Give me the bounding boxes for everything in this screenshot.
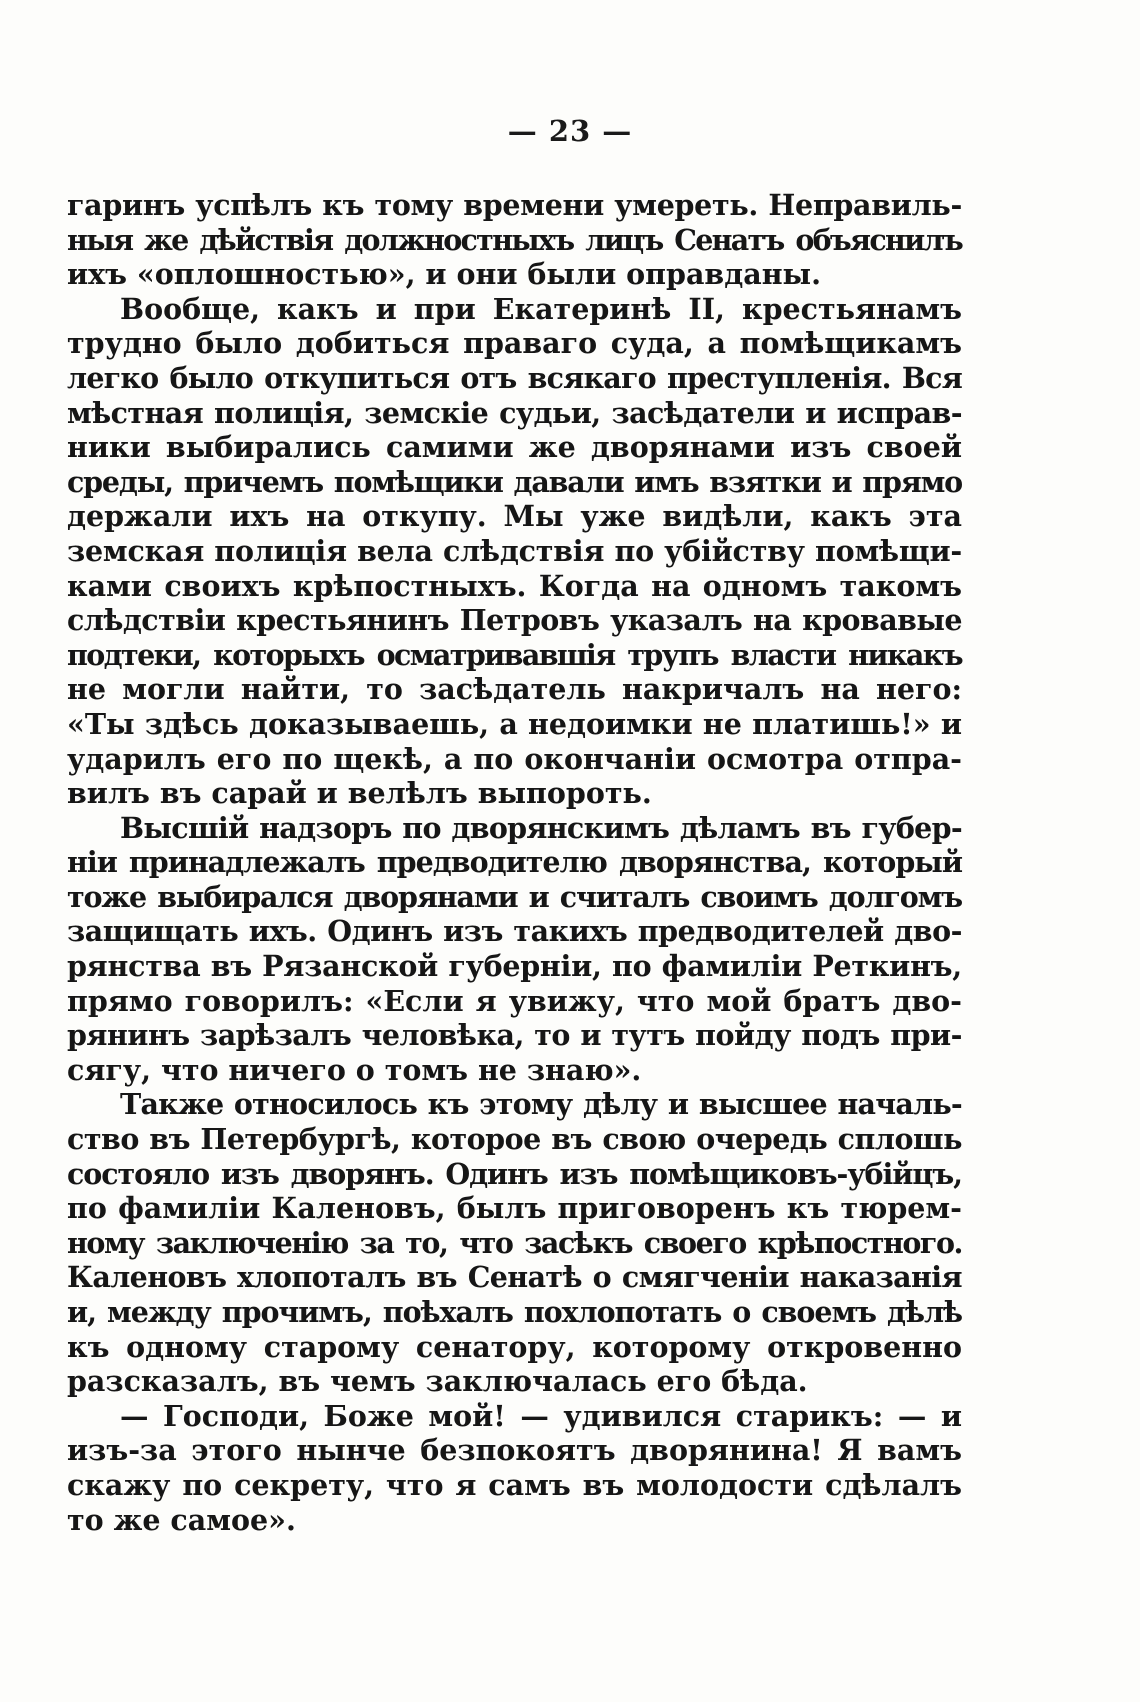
text-line: Вообще, какъ и при Екатеринѣ II, крестьянамъ [120, 291, 962, 326]
text-line: тоже выбирался дворянами и считалъ своимъ долгомъ [67, 879, 962, 914]
text-line: легко было откупиться отъ всякаго преступленія. Вся [67, 360, 962, 395]
text-line: «Ты здѣсь доказываешь, а недоимки не платишь!» и [67, 706, 962, 741]
text-line: къ одному старому сенатору, которому откровенно [67, 1329, 962, 1364]
text-line: гаринъ успѣлъ къ тому времени умереть. Неправиль- [67, 188, 962, 222]
text-line: Высшій надзоръ по дворянскимъ дѣламъ въ губер- [120, 810, 962, 845]
text-line: ному заключенію за то, что засѣкъ своего крѣпостного. [67, 1225, 962, 1260]
text-line: рянства въ Рязанской губерніи, по фамиліи Реткинъ, [67, 949, 962, 984]
text-line: защищать ихъ. Одинъ изъ такихъ предводителей дво- [67, 914, 962, 949]
text-line: по фамиліи Каленовъ, былъ приговоренъ къ тюрем- [67, 1191, 962, 1226]
text-line: сягу, что ничего о томъ не знаю». [67, 1052, 642, 1087]
text-line: держали ихъ на откупу. Мы уже видѣли, какъ эта [67, 499, 962, 534]
text-line: вилъ въ сарай и велѣлъ выпороть. [67, 776, 652, 811]
text-line: слѣдствіи крестьянинъ Петровъ указалъ на кровавые [67, 603, 962, 638]
text-line: ударилъ его по щекѣ, а по окончаніи осмотра отпра- [67, 741, 962, 776]
text-line: то же самое». [67, 1502, 296, 1537]
text-line: ками своихъ крѣпостныхъ. Когда на одномъ такомъ [67, 568, 962, 603]
text-line: Каленовъ хлопоталъ въ Сенатѣ о смягченіи наказанія [67, 1260, 962, 1295]
text-line: не могли найти, то засѣдатель накричалъ на него: [67, 672, 962, 707]
body-text [67, 188, 962, 1537]
text-line: состояло изъ дворянъ. Одинъ изъ помѣщиковъ-убійцъ, [67, 1156, 962, 1191]
text-line: ихъ «оплошностью», и они были оправданы. [67, 257, 822, 292]
text-line: ніи принадлежалъ предводителю дворянства, который [67, 845, 962, 880]
text-line: ство въ Петербургѣ, которое въ свою очередь сплошь [67, 1122, 962, 1157]
text-line: мѣстная полиція, земскіе судьи, засѣдатели и исправ- [67, 395, 962, 430]
text-line: земская полиція вела слѣдствія по убійству помѣщи- [67, 533, 962, 568]
text-line: скажу по секрету, что я самъ въ молодости сдѣлалъ [67, 1467, 962, 1502]
text-line: ныя же дѣйствія должностныхъ лицъ Сенатъ объяснилъ [67, 222, 962, 257]
text-line: и, между прочимъ, поѣхалъ похлопотать о своемъ дѣлѣ [67, 1295, 962, 1329]
text-line: прямо говорилъ: «Если я увижу, что мой братъ дво- [67, 983, 962, 1018]
text-line: разсказалъ, въ чемъ заключалась его бѣда. [67, 1364, 808, 1399]
page-number: — 23 — [507, 114, 633, 148]
text-line: рянинъ зарѣзалъ человѣка, то и тутъ пойду подъ при- [67, 1018, 962, 1053]
text-line: трудно было добиться праваго суда, а помѣщикамъ [67, 326, 962, 361]
text-line: среды, причемъ помѣщики давали имъ взятки и прямо [67, 464, 962, 499]
text-line: Также относилось къ этому дѣлу и высшее началь- [120, 1087, 962, 1122]
text-line: подтеки, которыхъ осматривавшія трупъ власти никакъ [67, 637, 962, 672]
text-line: изъ-за этого нынче безпокоятъ дворянина! Я вамъ [67, 1433, 962, 1468]
text-line: — Господи, Боже мой! — удивился старикъ: — и [120, 1398, 962, 1433]
text-line: ники выбирались самими же дворянами изъ своей [67, 430, 962, 465]
